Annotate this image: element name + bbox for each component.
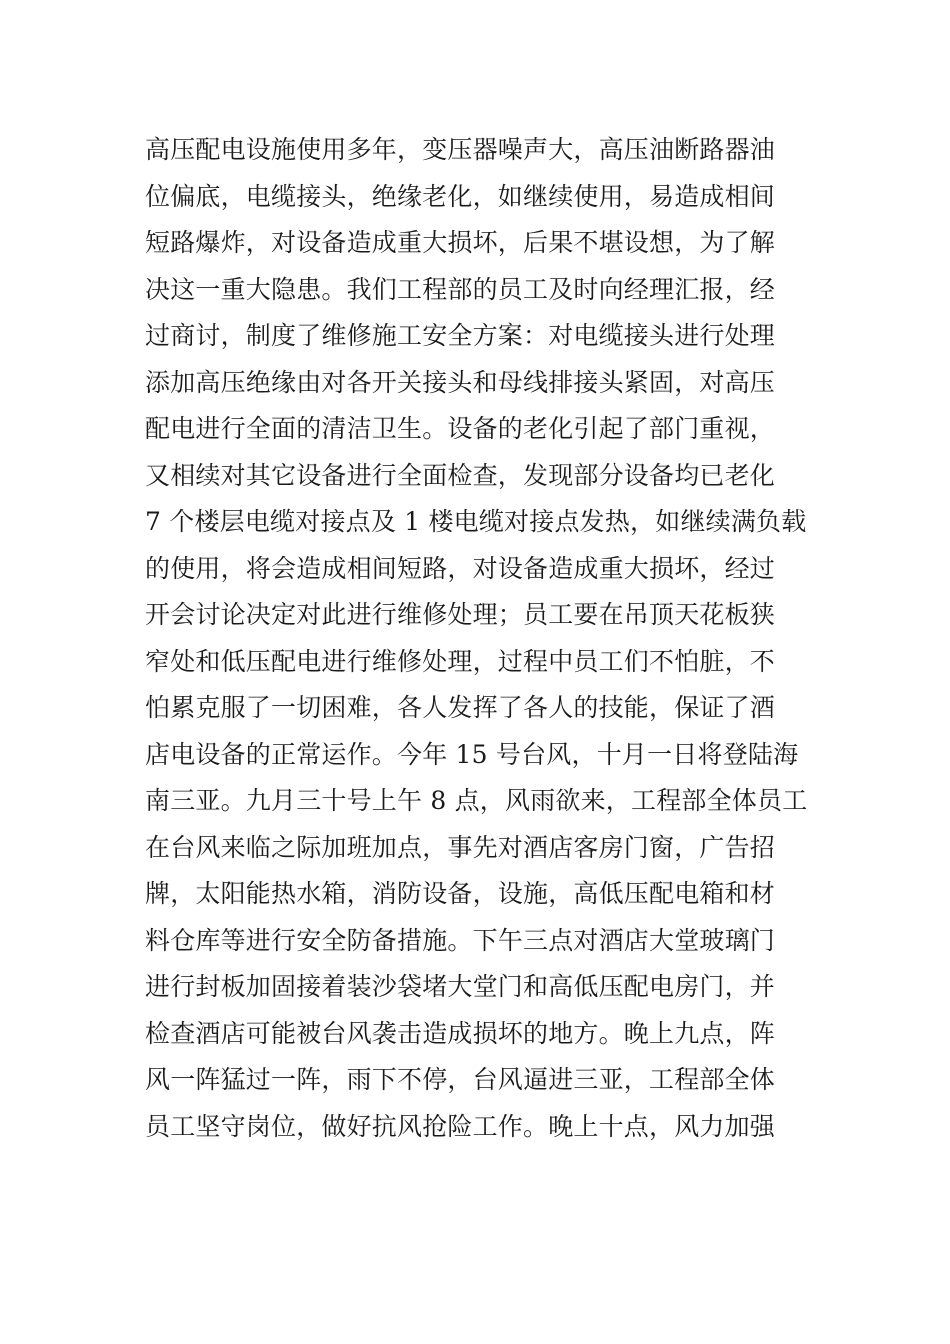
text-line: 位偏底，电缆接头，绝缘老化，如继续使用，易造成相间 <box>145 181 776 211</box>
text-line: 高压配电设施使用多年，变压器噪声大，高压油断路器油 <box>145 135 776 164</box>
text-line: 添加高压绝缘由对各开关接头和母线排接头紧固，对高压 <box>145 367 776 397</box>
text-line: 短路爆炸，对设备造成重大损坏，后果不堪设想，为了解 <box>145 228 776 257</box>
text-line: 怕累克服了一切困难，各人发挥了各人的技能，保证了酒 <box>145 693 776 722</box>
text-line: 配电进行全面的清洁卫生。设备的老化引起了部门重视， <box>145 414 776 443</box>
text-line: 检查酒店可能被台风袭击造成损坏的地方。晚上九点，阵 <box>145 1018 776 1048</box>
text-line: 又相续对其它设备进行全面检查，发现部分设备均已老化 <box>145 460 776 490</box>
text-line: 员工坚守岗位，做好抗风抢险工作。晚上十点，风力加强 <box>145 1111 776 1141</box>
text-line: 南三亚。九月三十号上午 8 点，风雨欲来，工程部全体员工 <box>145 786 808 815</box>
body-paragraph <box>145 127 815 1150</box>
text-line: 的使用，将会造成相间短路，对设备造成重大损坏，经过 <box>145 553 776 583</box>
text-line: 进行封板加固接着装沙袋堵大堂门和高低压配电房门，并 <box>145 972 776 1001</box>
text-line: 过商讨，制度了维修施工安全方案：对电缆接头进行处理 <box>145 321 776 350</box>
text-line: 窄处和低压配电进行维修处理，过程中员工们不怕脏，不 <box>145 646 776 676</box>
text-line: 店电设备的正常运作。今年 15 号台风，十月一日将登陆海 <box>145 739 799 769</box>
text-line: 风一阵猛过一阵，雨下不停，台风逼进三亚，工程部全体 <box>145 1065 776 1094</box>
text-line: 牌，太阳能热水箱，消防设备，设施，高低压配电箱和材 <box>145 879 776 908</box>
text-line: 在台风来临之际加班加点，事先对酒店客房门窗，广告招 <box>145 832 776 862</box>
text-line: 决这一重大隐患。我们工程部的员工及时向经理汇报，经 <box>145 274 776 304</box>
text-line: 开会讨论决定对此进行维修处理；员工要在吊顶天花板狭 <box>145 600 776 629</box>
text-line: 7 个楼层电缆对接点及 1 楼电缆对接点发热，如继续满负载 <box>145 507 807 536</box>
text-line: 料仓库等进行安全防备措施。下午三点对酒店大堂玻璃门 <box>145 925 776 955</box>
